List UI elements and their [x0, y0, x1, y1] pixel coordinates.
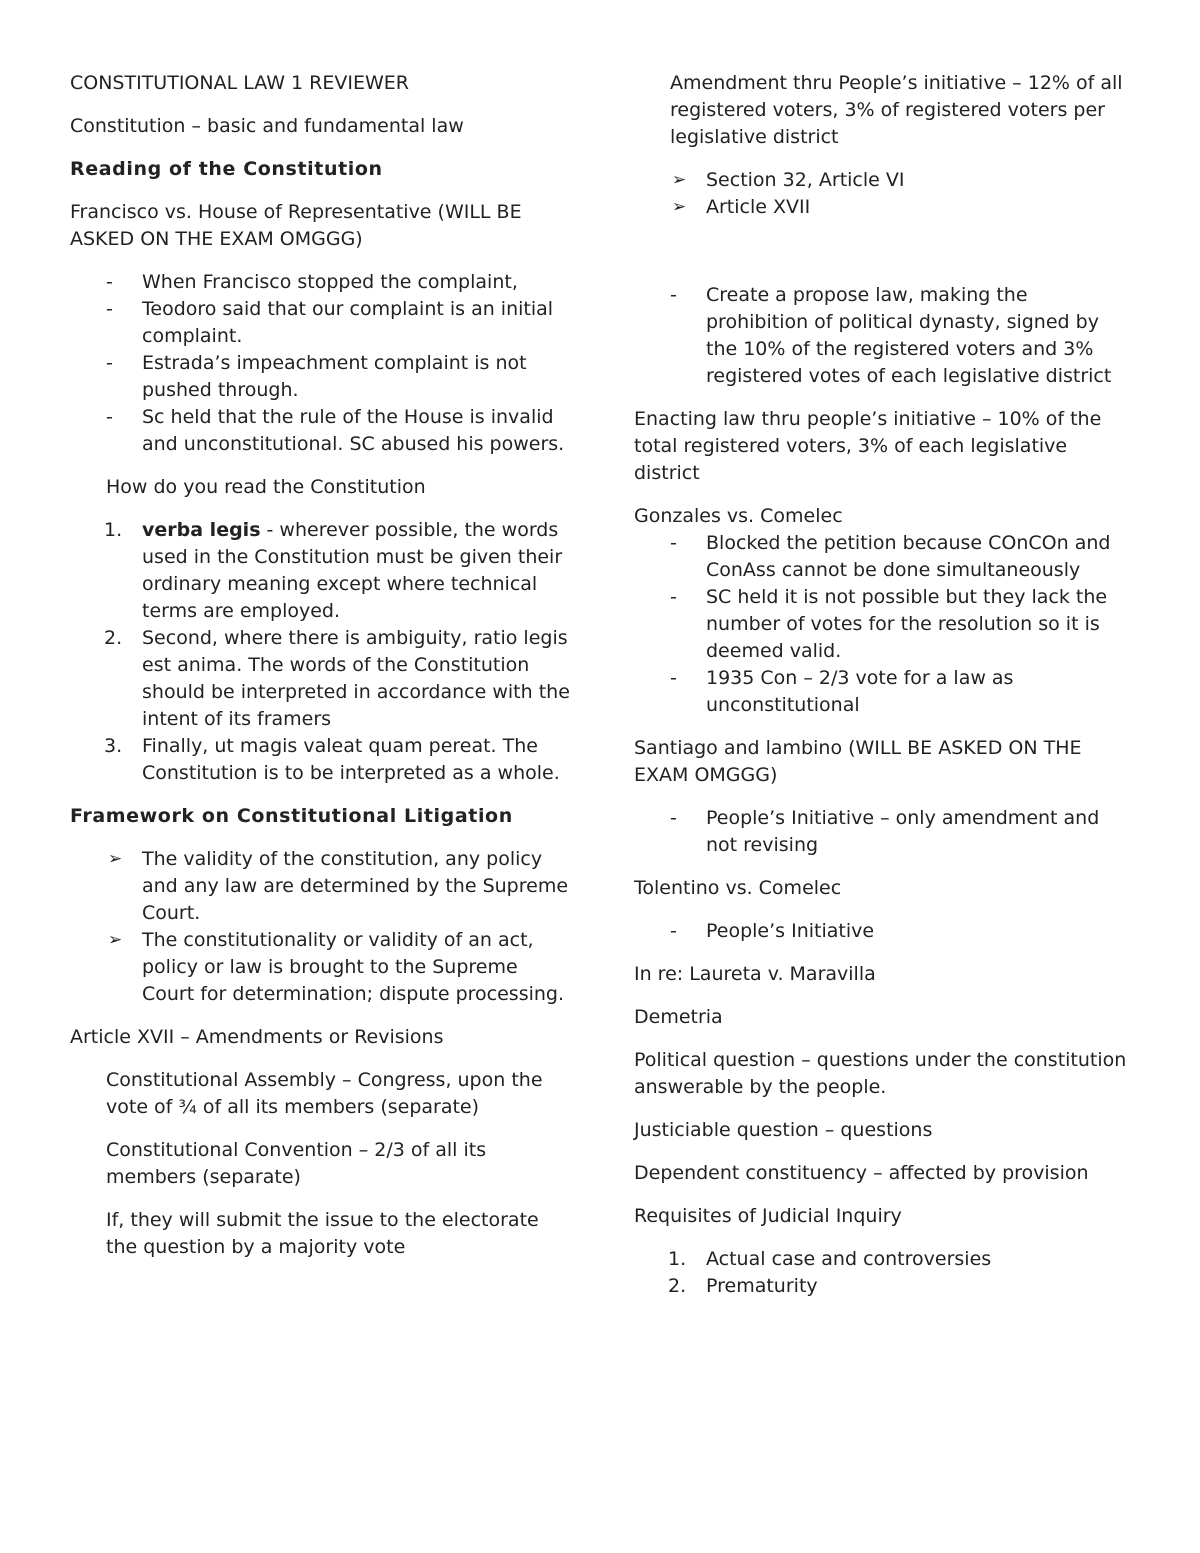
dependent-constituency: Dependent constituency – affected by provision: [634, 1162, 1089, 1184]
list-item: - Teodoro said that our complaint is an initial complaint.: [106, 298, 554, 347]
right-column: [634, 70, 1134, 1316]
constitutional-assembly: Constitutional Assembly – Congress, upon the vote of ¾ of all its members (separate): [106, 1069, 543, 1118]
heading-framework: Framework on Constitutional Litigation: [70, 805, 513, 827]
article-xvii-heading: Article XVII – Amendments or Revisions: [70, 1026, 444, 1048]
list-item: - People’s Initiative – only amendment and not revising: [670, 807, 1100, 856]
tolentino-case: Tolentino vs. Comelec: [634, 877, 842, 899]
francisco-case: Francisco vs. House of Representative (WILL BE ASKED ON THE EXAM OMGGG): [70, 201, 522, 250]
list-item: 3. Finally, ut magis valeat quam pereat. The Constitution is to be interpreted as a whole.: [104, 735, 560, 784]
list-item: - SC held it is not possible but they lack the number of votes for the resolution so it is deemed valid.: [670, 586, 1108, 662]
santiago-points: [634, 805, 1134, 859]
electorate-note: If, they will submit the issue to the electorate the question by a majority vote: [106, 1209, 539, 1258]
left-column: [70, 70, 570, 1277]
list-item: ➢ The validity of the constitution, any policy and any law are determined by the Supreme Court.: [108, 848, 569, 924]
list-item: 1. Actual case and controversies: [668, 1248, 992, 1270]
heading-reading: Reading of the Constitution: [70, 158, 383, 180]
constitution-definition: Constitution – basic and fundamental law: [70, 115, 464, 137]
reading-rules: [70, 517, 570, 787]
list-item: ➢ The constitutionality or validity of an act, policy or law is brought to the Supreme Court for determination; dispute processing.: [108, 929, 565, 1005]
arrow-bullet-icon: ➢: [108, 930, 123, 950]
create-law-points: [634, 282, 1134, 390]
list-item: - Create a propose law, making the prohibition of political dynasty, signed by the 10% of the registered voters and 3% registered votes of each legislative district: [670, 284, 1112, 387]
list-item: - Estrada’s impeachment complaint is not pushed through.: [106, 352, 527, 401]
enacting-law: Enacting law thru people’s initiative – 10% of the total registered voters, 3% of each legislative district: [634, 408, 1102, 484]
arrow-bullet-icon: ➢: [108, 849, 123, 869]
requisites-heading: Requisites of Judicial Inquiry: [634, 1205, 902, 1227]
list-item: 2. Second, where there is ambiguity, ratio legis est anima. The words of the Constitution should be interpreted in accordance with the intent of its framers: [104, 627, 570, 730]
article-references: [634, 167, 1134, 221]
tolentino-points: [634, 918, 1134, 945]
list-item: ➢ Article XVII: [634, 194, 1134, 221]
justiciable-question: Justiciable question – questions: [634, 1119, 933, 1141]
gonzales-points: [634, 530, 1134, 719]
how-read-question: How do you read the Constitution: [106, 476, 426, 498]
list-item: - 1935 Con – 2/3 vote for a law as unconstitutional: [670, 667, 1014, 716]
peoples-initiative-amendment: Amendment thru People’s initiative – 12% of all registered voters, 3% of registered voters per legislative district: [670, 72, 1123, 148]
list-item: - Sc held that the rule of the House is invalid and unconstitutional. SC abused his powers.: [106, 406, 565, 455]
requisites-list: [634, 1246, 1134, 1300]
list-item: - People’s Initiative: [670, 920, 875, 942]
santiago-case: Santiago and lambino (WILL BE ASKED ON THE EXAM OMGGG): [634, 737, 1082, 786]
constitutional-convention: Constitutional Convention – 2/3 of all its members (separate): [106, 1139, 487, 1188]
document-title: CONSTITUTIONAL LAW 1 REVIEWER: [70, 72, 409, 94]
list-item: - Blocked the petition because COnCOn and ConAss cannot be done simultaneously: [670, 532, 1111, 581]
list-item: ➢ Section 32, Article VI: [634, 167, 1134, 194]
laureta-case: In re: Laureta v. Maravilla: [634, 963, 876, 985]
arrow-bullet-icon: ➢: [672, 197, 687, 217]
list-item: 1. verba legis - wherever possible, the words used in the Constitution must be given their ordinary meaning except where technical terms are employed.: [104, 519, 563, 622]
francisco-points: [70, 269, 570, 458]
gonzales-case: Gonzales vs. Comelec: [634, 505, 843, 527]
list-item: - When Francisco stopped the complaint,: [106, 271, 518, 293]
framework-points: [70, 846, 570, 1008]
demetria-case: Demetria: [634, 1006, 723, 1028]
list-item: 2. Prematurity: [668, 1275, 818, 1297]
political-question: Political question – questions under the constitution answerable by the people.: [634, 1049, 1127, 1098]
arrow-bullet-icon: ➢: [672, 170, 687, 190]
